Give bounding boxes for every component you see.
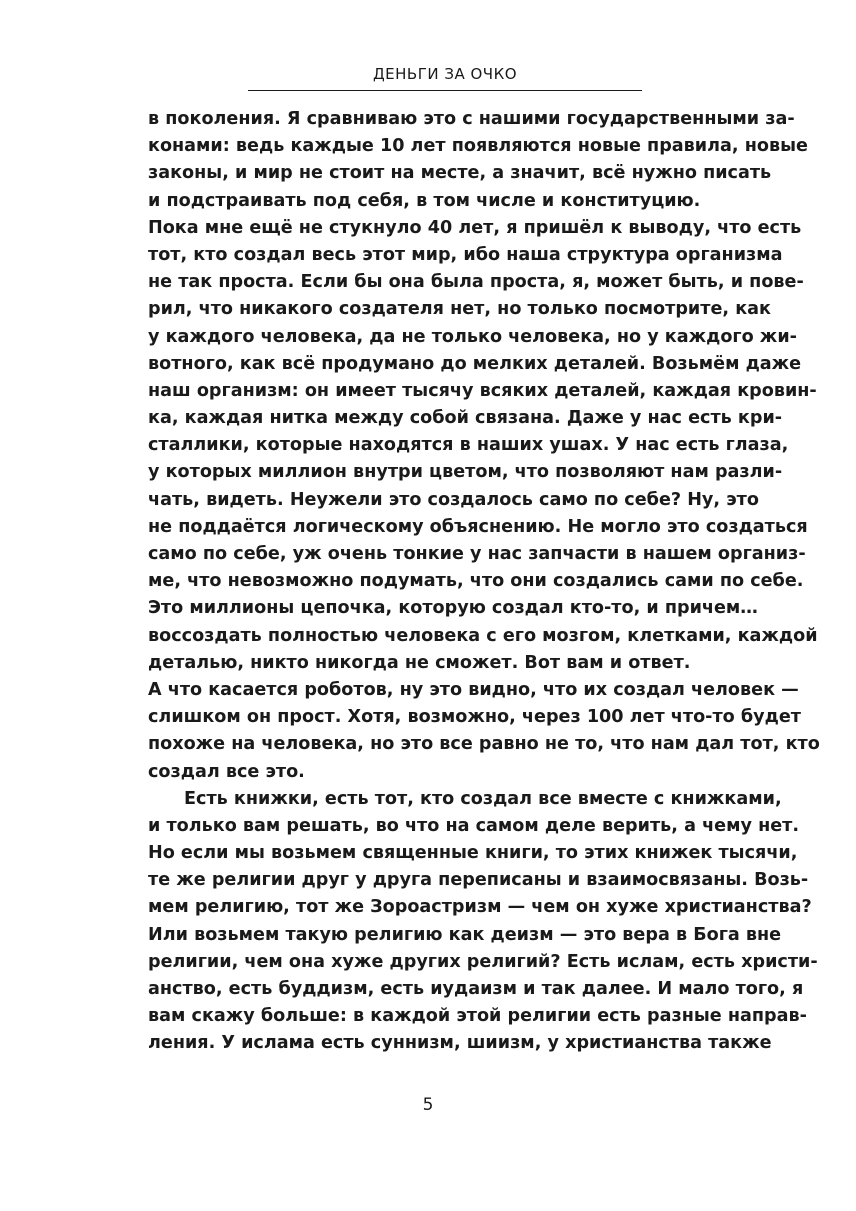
text-line: законы, и мир не стоит на месте, а значит, всё нужно писать [148,163,772,184]
page-number: 5 [422,1095,434,1115]
text-line: чать, видеть. Неужели это создалось само по себе? Ну, это [148,489,759,510]
text-line: Или возьмем такую религию как деизм — это вера в Бога вне [148,924,782,945]
text-line: создал все это. [148,761,305,782]
text-line: слишком он прост. Хотя, возможно, через 100 лет что-то будет [148,707,801,728]
text-line: само по себе, уж очень тонкие у нас запчасти в нашем организ- [148,544,806,564]
text-line: ме, что невозможно подумать, что они создались сами по себе. [148,571,804,592]
text-line: анство, есть буддизм, есть иудаизм и так далее. И мало того, я [148,979,804,999]
text-line: Есть книжки, есть тот, кто создал все вместе с книжками, [184,788,782,809]
text-line: вотного, как всё продумано до мелких деталей. Возьмём даже [148,353,802,374]
text-line: у каждого человека, да не только человека, но у каждого жи- [148,326,797,347]
text-line: не поддаётся логическому объяснению. Не могло это создаться [148,516,808,537]
body-text [148,106,820,1058]
text-line: рил, что никакого создателя нет, но только посмотрите, как [148,299,771,320]
text-line: не так проста. Если бы она была проста, я, может быть, и пове- [148,272,804,293]
text-line: Это миллионы цепочка, которую создал кто-то, и причем… [148,598,758,619]
text-line: и только вам решать, во что на самом деле верить, а чему нет. [148,815,800,836]
text-line: у которых миллион внутри цветом, что позволяют нам разли- [148,462,783,483]
text-line: воссоздать полностью человека с его мозгом, клетками, каждой [148,625,818,646]
text-line: деталью, никто никогда не сможет. Вот вам и ответ. [148,652,691,673]
text-line: в поколения. Я сравниваю это с нашими государственными за- [148,109,795,129]
text-line: Но если мы возьмем священные книги, то этих книжек тысячи, [148,843,798,864]
text-line: сталлики, которые находятся в наших ушах. У нас есть глаза, [148,435,789,456]
text-line: религии, чем она хуже других религий? Есть ислам, есть христи- [148,951,818,972]
text-line: А что касается роботов, ну это видно, что их создал человек — [148,679,799,700]
text-line: похоже на человека, но это все равно не то, что нам дал тот, кто [148,734,820,755]
text-line: тот, кто создал весь этот мир, ибо наша структура организма [148,244,783,265]
text-line: мем религию, тот же Зороастризм — чем он хуже христианства? [148,897,812,918]
text-line: ка, каждая нитка между собой связана. Даже у нас есть кри- [148,408,783,429]
text-line: те же религии друг у друга переписаны и взаимосвязаны. Возь- [148,870,809,891]
text-line: и подстраивать под себя, в том числе и конституцию. [148,190,701,211]
text-line: наш организм: он имеет тысячу всяких деталей, каждая кровин- [148,380,817,401]
text-line: вам скажу больше: в каждой этой религии есть разные направ- [148,1006,807,1027]
text-line: ления. У ислама есть суннизм, шиизм, у христианства также [148,1033,772,1054]
running-head-title: ДЕНЬГИ ЗА ОЧКО [372,65,518,83]
text-line: Пока мне ещё не стукнуло 40 лет, я пришёл к выводу, что есть [148,217,802,238]
header-rule [248,90,642,91]
text-line: конами: ведь каждые 10 лет появляются новые правила, новые [148,136,808,157]
